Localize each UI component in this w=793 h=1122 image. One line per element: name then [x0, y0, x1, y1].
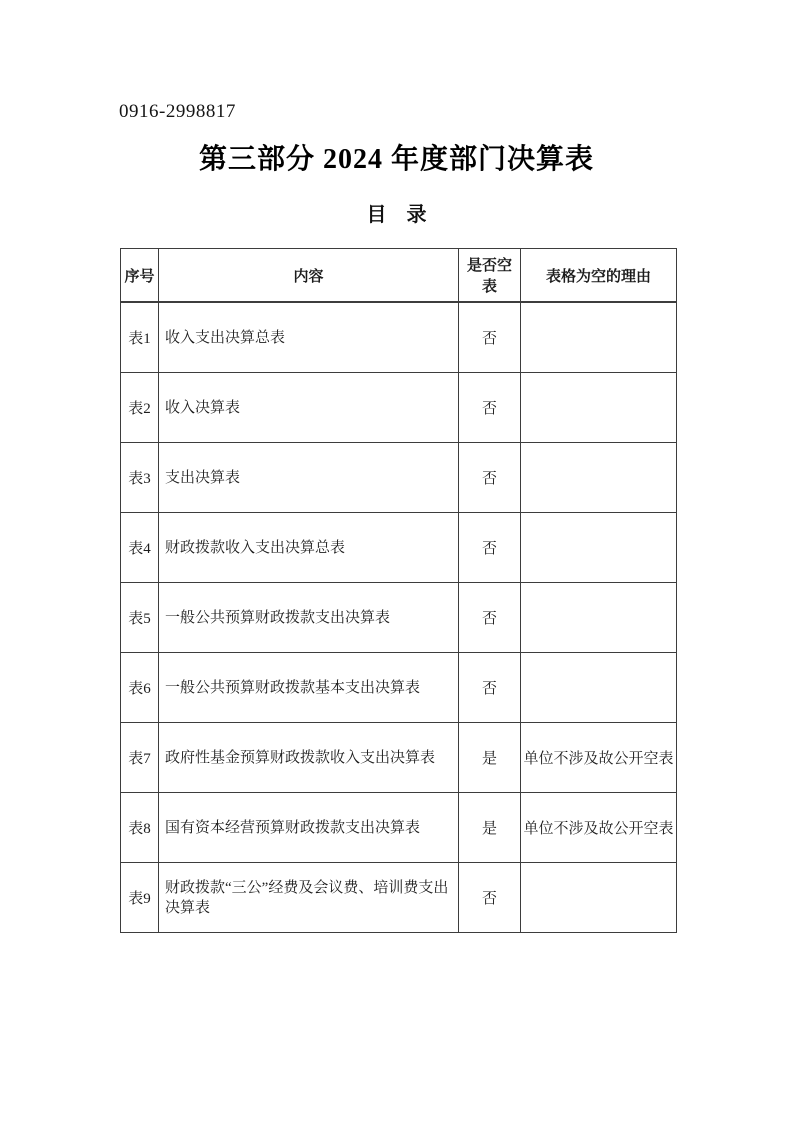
cell-serial: 表7 — [121, 723, 159, 793]
cell-serial: 表8 — [121, 793, 159, 863]
table-row — [121, 583, 677, 653]
header-is-empty: 是否空表 — [459, 249, 521, 303]
cell-serial: 表1 — [121, 302, 159, 373]
cell-reason: 单位不涉及故公开空表 — [521, 723, 677, 793]
table-row — [121, 793, 677, 863]
table-row — [121, 302, 677, 373]
cell-reason — [521, 513, 677, 583]
cell-serial: 表4 — [121, 513, 159, 583]
cell-is-empty: 否 — [459, 583, 521, 653]
cell-content: 一般公共预算财政拨款支出决算表 — [159, 583, 459, 653]
doc-number: 0916-2998817 — [119, 101, 236, 122]
table-row — [121, 373, 677, 443]
cell-is-empty: 否 — [459, 653, 521, 723]
cell-is-empty: 否 — [459, 302, 521, 373]
table-header-row — [121, 249, 677, 303]
cell-reason — [521, 373, 677, 443]
cell-is-empty: 否 — [459, 373, 521, 443]
header-empty-reason: 表格为空的理由 — [521, 249, 677, 303]
cell-serial: 表2 — [121, 373, 159, 443]
cell-content: 收入支出决算总表 — [159, 302, 459, 373]
cell-serial: 表9 — [121, 863, 159, 933]
cell-is-empty: 是 — [459, 723, 521, 793]
toc-heading: 目 录 — [366, 204, 427, 226]
table-row — [121, 513, 677, 583]
cell-is-empty: 否 — [459, 863, 521, 933]
toc-table — [120, 248, 677, 933]
cell-reason: 单位不涉及故公开空表 — [521, 793, 677, 863]
header-content: 内容 — [159, 249, 459, 303]
cell-reason — [521, 583, 677, 653]
cell-content: 财政拨款“三公”经费及会议费、培训费支出决算表 — [159, 863, 459, 933]
cell-reason — [521, 443, 677, 513]
cell-content: 财政拨款收入支出决算总表 — [159, 513, 459, 583]
table-row — [121, 443, 677, 513]
cell-content: 国有资本经营预算财政拨款支出决算表 — [159, 793, 459, 863]
cell-serial: 表5 — [121, 583, 159, 653]
table-row — [121, 863, 677, 933]
cell-serial: 表3 — [121, 443, 159, 513]
cell-content: 收入决算表 — [159, 373, 459, 443]
cell-content: 政府性基金预算财政拨款收入支出决算表 — [159, 723, 459, 793]
page-title: 第三部分 2024 年度部门决算表 — [198, 144, 594, 175]
cell-is-empty: 否 — [459, 513, 521, 583]
cell-is-empty: 否 — [459, 443, 521, 513]
cell-content: 一般公共预算财政拨款基本支出决算表 — [159, 653, 459, 723]
cell-reason — [521, 653, 677, 723]
cell-reason — [521, 863, 677, 933]
table-row — [121, 653, 677, 723]
cell-reason — [521, 302, 677, 373]
cell-is-empty: 是 — [459, 793, 521, 863]
table-row — [121, 723, 677, 793]
cell-serial: 表6 — [121, 653, 159, 723]
header-serial: 序号 — [121, 249, 159, 303]
cell-content: 支出决算表 — [159, 443, 459, 513]
